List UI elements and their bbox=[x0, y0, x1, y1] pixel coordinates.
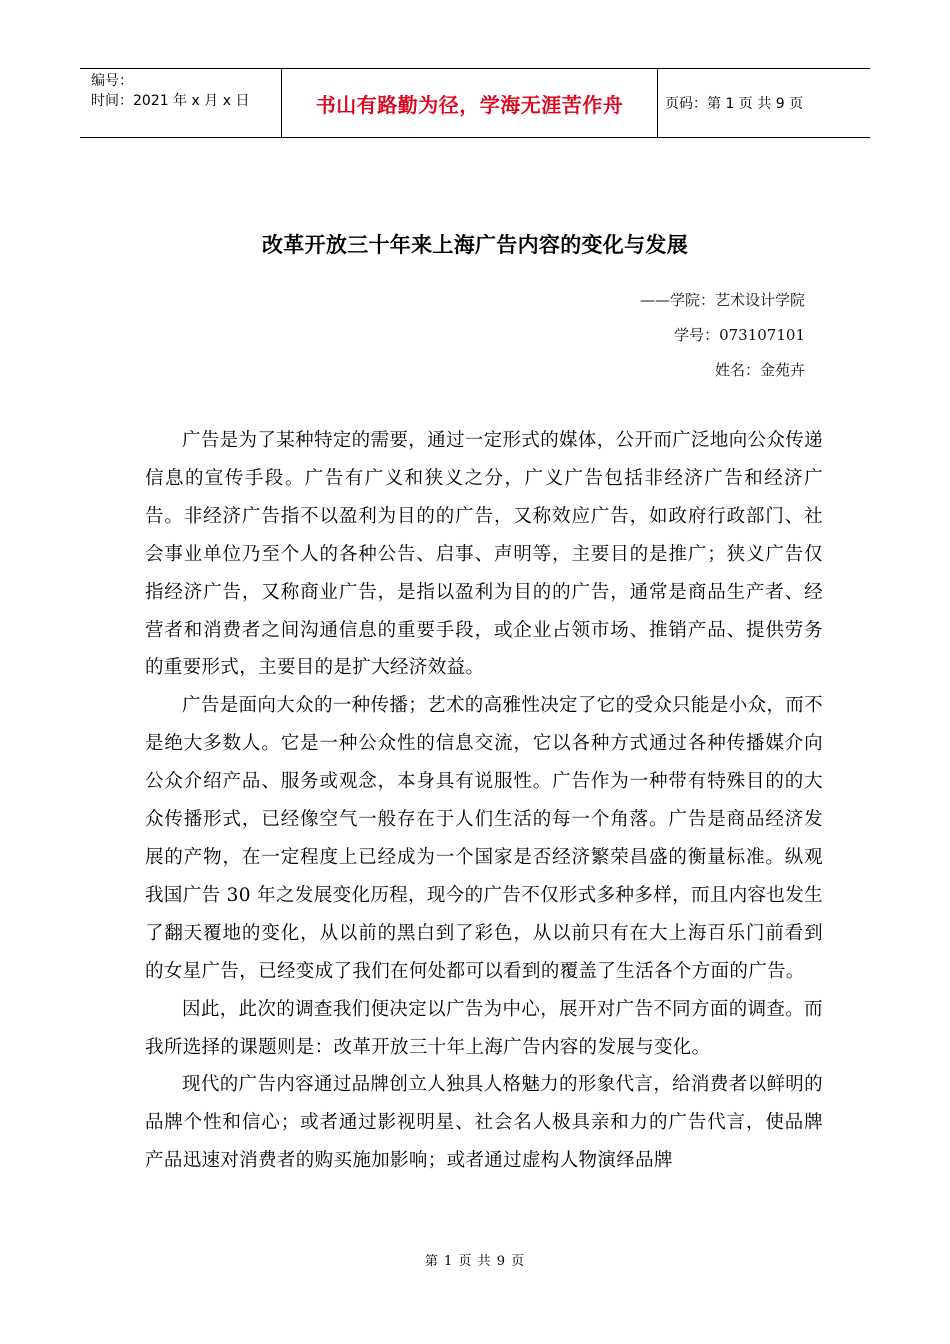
header-left-cell bbox=[80, 69, 282, 137]
document-body bbox=[145, 422, 823, 1180]
body-paragraph: 广告是为了某种特定的需要，通过一定形式的媒体，公开而广泛地向公众传递信息的宣传手段。广告有广义和狭义之分，广义广告包括非经济广告和经济广告。非经济广告指不以盈利为目的的广告，又称效应广告，如政府行政部门、社会事业单位乃至个人的各种公告、启事、声明等，主要目的是推广；狭义广告仅指经济广告，又称商业广告，是指以盈利为目的的广告，通常是商品生产者、经营者和消费者之间沟通信息的重要手段，或企业占领市场、推销产品、提供劳务的重要形式，主要目的是扩大经济效益。 bbox=[145, 430, 823, 679]
document-number-label: 编号： bbox=[91, 73, 133, 89]
header-motto: 书山有路勤为径，学海无涯苦作舟 bbox=[282, 69, 658, 137]
document-title: 改革开放三十年来上海广告内容的变化与发展 bbox=[262, 233, 688, 257]
page-footer: 第 1 页 共 9 页 bbox=[424, 1254, 526, 1269]
body-paragraph: 现代的广告内容通过品牌创立人独具人格魅力的形象代言，给消费者以鲜明的品牌个性和信心；或者通过影视明星、社会名人极具亲和力的广告代言，使品牌产品迅速对消费者的购买施加影响；或者通过虚构人物演绎品牌 bbox=[145, 1074, 823, 1172]
body-paragraph: 广告是面向大众的一种传播；艺术的高雅性决定了它的受众只能是小众，而不是绝大多数人。它是一种公众性的信息交流，它以各种方式通过各种传播媒介向公众介绍产品、服务或观念，本身具有说服性。广告作为一种带有特殊目的的大众传播形式，已经像空气一般存在于人们生活的每一个角落。广告是商品经济发展的产物，在一定程度上已经成为一个国家是否经济繁荣昌盛的衡量标准。纵观我国广告 30 年之发展变化历程，现今的广告不仅形式多种多样，而且内容也发生了翻天覆地的变化，从以前的黑白到了彩色，从以前只有在大上海百乐门前看到的女星广告，已经变成了我们在何处都可以看到的覆盖了生活各个方面的广告。 bbox=[145, 695, 823, 982]
author-name: 姓名：金苑卉 bbox=[714, 361, 805, 379]
author-college: ——学院：艺术设计学院 bbox=[639, 291, 805, 309]
author-student-id: 学号：073107101 bbox=[674, 326, 805, 344]
header-page-info: 页码：第 1 页 共 9 页 bbox=[665, 96, 804, 112]
body-paragraph: 因此，此次的调查我们便决定以广告为中心，展开对广告不同方面的调查。而我所选择的课题则是：改革开放三十年上海广告内容的发展与变化。 bbox=[145, 998, 823, 1058]
document-time-label: 时间：2021 年 x 月 x 日 bbox=[91, 93, 250, 109]
page-header bbox=[80, 68, 870, 138]
